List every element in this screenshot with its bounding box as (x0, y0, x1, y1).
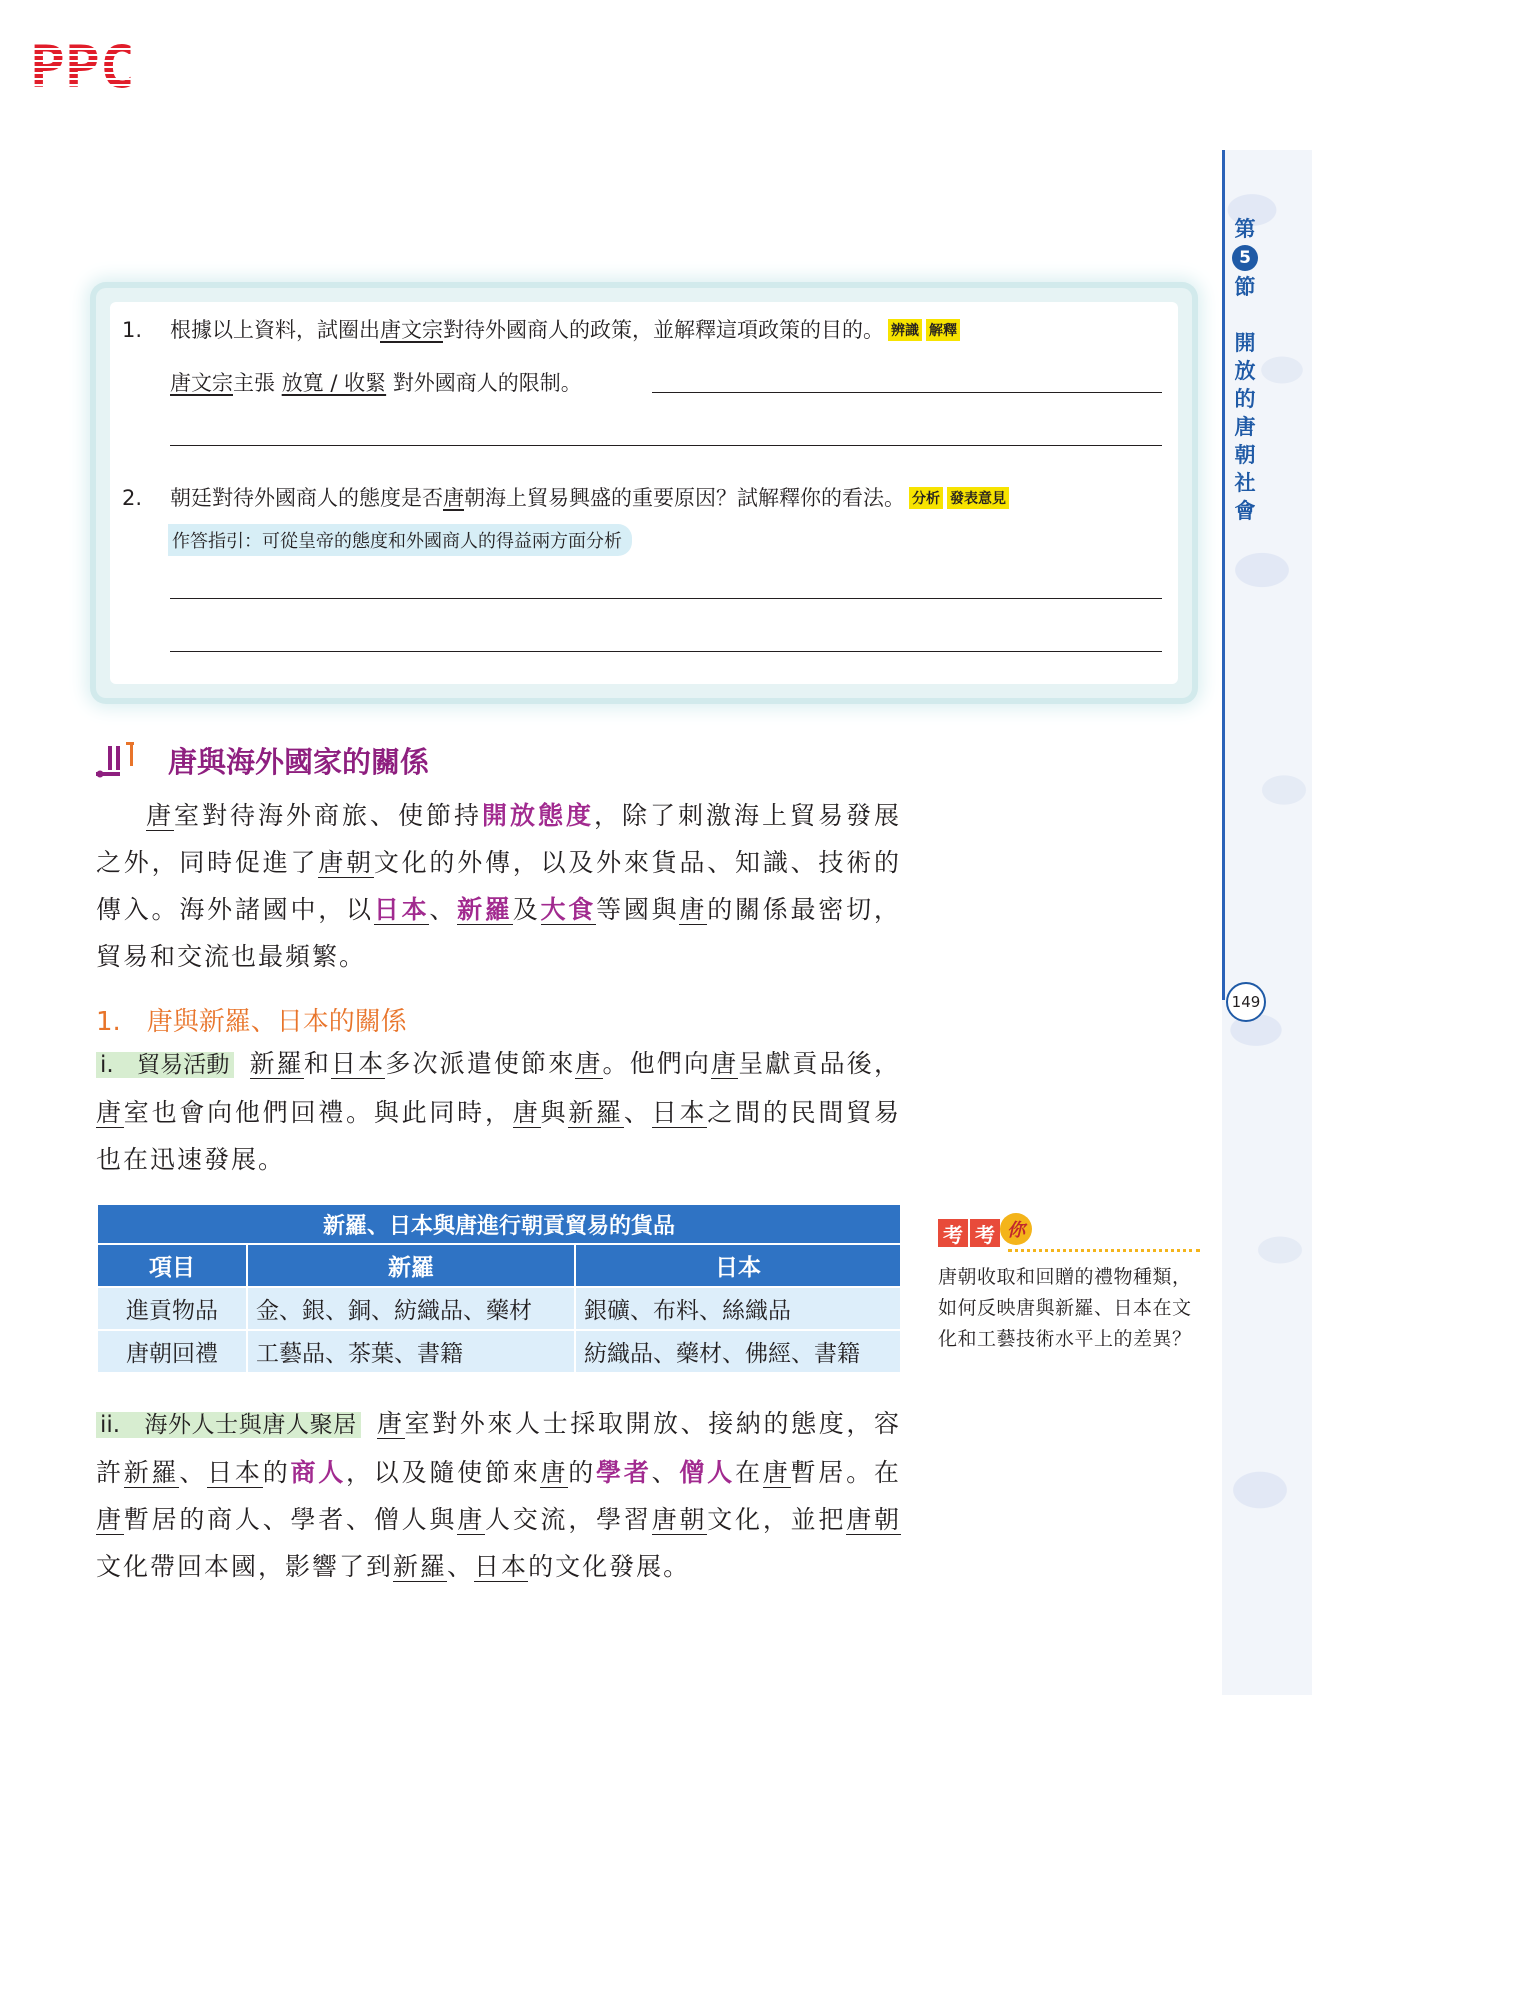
answer-hint: 作答指引：可從皇帝的態度和外國商人的得益兩方面分析 (168, 524, 632, 556)
sidebar-char: 的 (1234, 386, 1256, 411)
table-caption: 新羅、日本與唐進行朝貢貿易的貨品 (97, 1204, 901, 1244)
emperor-name: 唐文宗 (380, 318, 443, 342)
sidebar-char: 放 (1234, 358, 1256, 383)
subsection-title: 1. 唐與新羅、日本的關係 (96, 1007, 407, 1037)
answer-line[interactable] (170, 651, 1162, 652)
table-header: 日本 (575, 1244, 901, 1287)
table-row (97, 1330, 901, 1373)
table-cell: 金、銀、銅、紡織品、藥材 (247, 1287, 575, 1330)
answer-options[interactable]: 放寬 / 收緊 (281, 371, 387, 395)
table-cell: 唐朝回禮 (97, 1330, 247, 1373)
skill-tag: 分析 (909, 487, 943, 509)
think-about-it-question: 唐朝收取和回贈的禮物種類，如何反映唐與新羅、日本在文化和工藝技術水平上的差異？ (938, 1266, 1192, 1350)
section-two-icon (96, 742, 138, 780)
answer-line[interactable] (170, 445, 1162, 446)
sidebar-line (1222, 150, 1225, 1000)
residence-paragraph: ii. 海外人士與唐人聚居 唐室對外來人士採取開放、接納的態度，容許新羅、日本的商人，以及隨使節來唐的學者、僧人在唐暫居。在唐暫居的商人、學者、僧人與唐人交流，學習唐朝文化，並把唐朝文化帶回本國，影響了到新羅、日本的文化發展。 (96, 1409, 901, 1581)
intro-paragraph: 唐室對待海外商旅、使節持開放態度，除了刺激海上貿易發展之外，同時促進了唐朝文化的外傳，以及外來貨品、知識、技術的傳入。海外諸國中，以日本、新羅及大食等國與唐的關係最密切，貿易和交流也最頻繁。 (96, 801, 901, 971)
table-cell: 進貢物品 (97, 1287, 247, 1330)
answer-line[interactable] (652, 392, 1162, 393)
question-2: 2. 朝廷對待外國商人的態度是否唐朝海上貿易興盛的重要原因？試解釋你的看法。 分析 發表意見 (122, 482, 1009, 512)
table-row (97, 1287, 901, 1330)
trade-paragraph: i. 貿易活動 新羅和日本多次派遣使節來唐。他們向唐呈獻貢品後，唐室也會向他們回禮。與此同時，唐與新羅、日本之間的民間貿易也在迅速發展。 (96, 1049, 901, 1174)
question-1-answer-stem: 唐文宗主張 放寬 / 收緊 對外國商人的限制。 (170, 371, 582, 395)
residence-label: ii. 海外人士與唐人聚居 (96, 1412, 361, 1438)
table-cell: 紡織品、藥材、佛經、書籍 (575, 1330, 901, 1373)
section-title: 唐與海外國家的關係 (168, 745, 430, 779)
sidebar-char: 會 (1234, 498, 1256, 523)
page-number: 149 (1226, 982, 1266, 1022)
sidebar-char: 社 (1234, 470, 1256, 495)
table-cell: 工藝品、茶葉、書籍 (247, 1330, 575, 1373)
section-number-badge: 5 (1232, 245, 1258, 271)
logo-text: PPC (30, 33, 135, 101)
tribute-goods-table (96, 1203, 902, 1374)
chapter-section-title (1228, 215, 1262, 525)
skill-tag: 發表意見 (947, 487, 1009, 509)
answer-line[interactable] (170, 598, 1162, 599)
trade-label: i. 貿易活動 (96, 1052, 234, 1078)
sidebar-char: 唐 (1234, 414, 1256, 439)
table-cell: 銀礦、布料、絲織品 (575, 1287, 901, 1330)
sidebar-char: 開 (1234, 330, 1256, 355)
sidebar-char: 朝 (1234, 442, 1256, 467)
table-header: 新羅 (247, 1244, 575, 1287)
table-header: 項目 (97, 1244, 247, 1287)
skill-tag: 解釋 (926, 319, 960, 341)
think-about-it-header: 考 考 你 (938, 1213, 1200, 1253)
sidebar-char: 第 (1234, 216, 1256, 241)
skill-tag: 辨識 (888, 319, 922, 341)
sidebar-char: 節 (1234, 274, 1256, 299)
publisher-logo (30, 33, 135, 101)
question-1: 1. 根據以上資料，試圈出唐文宗對待外國商人的政策，並解釋這項政策的目的。 辨識 解釋 (122, 314, 960, 344)
